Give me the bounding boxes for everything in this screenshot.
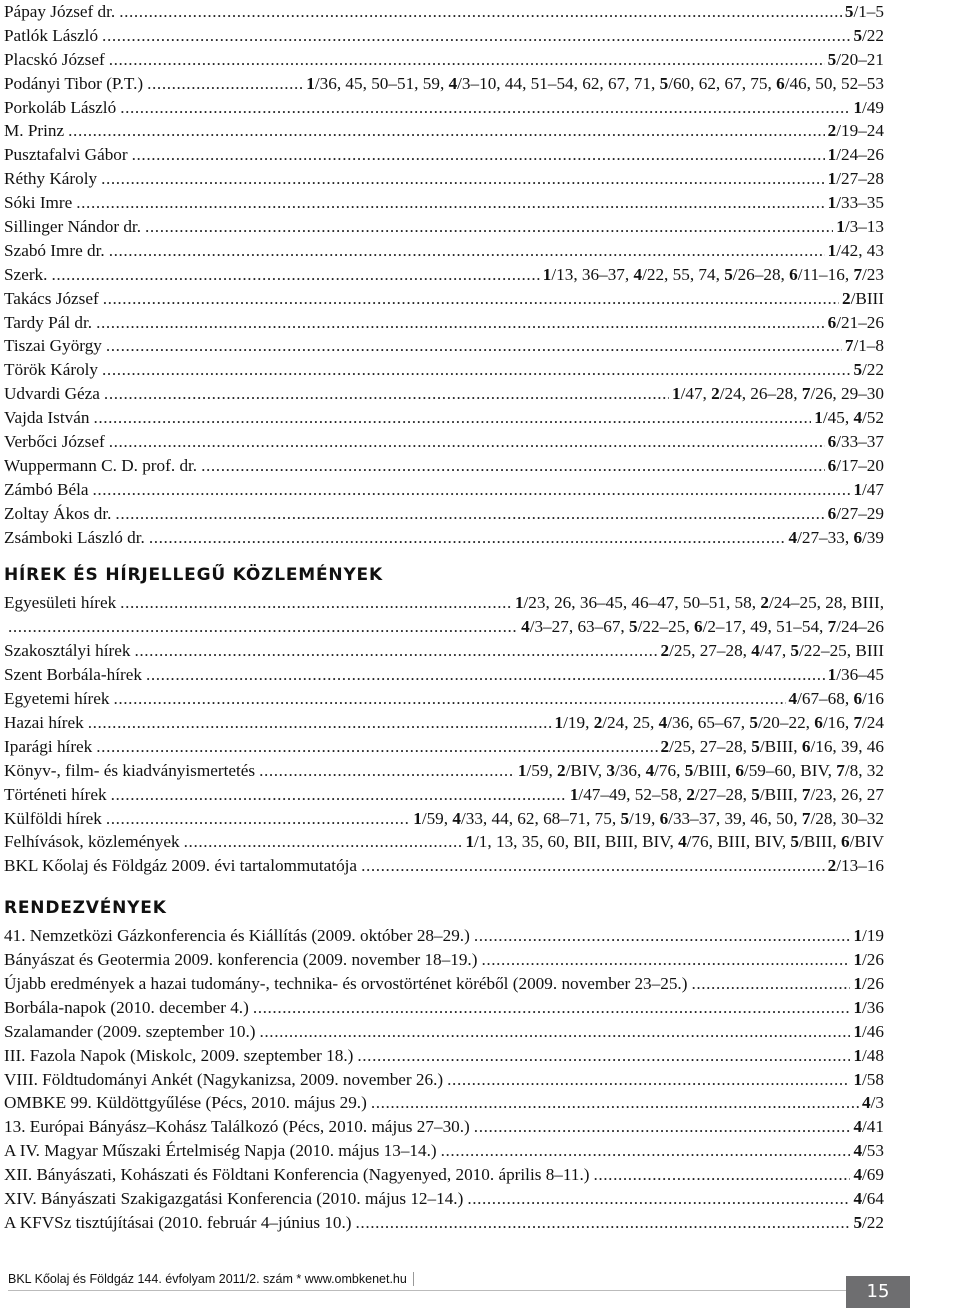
page-references: 5/1–5 <box>844 2 884 21</box>
news-entry <box>4 759 884 783</box>
dot-leader <box>109 48 825 72</box>
page-references: 1/3–13 <box>836 217 884 237</box>
page-references: 1/33–35 <box>827 193 884 213</box>
issue-number: 7 <box>836 760 845 780</box>
entry-name: Podányi Tibor (P.T.) <box>4 73 144 93</box>
dot-leader <box>104 382 669 406</box>
page-references: 2/13–16 <box>827 856 884 876</box>
page-references: 4/41 <box>853 1117 884 1137</box>
entry-name: Szabó Imre dr. <box>4 240 105 260</box>
issue-number: 4 <box>853 1141 863 1161</box>
issue-number: 5 <box>629 617 638 637</box>
entry-name: Réthy Károly <box>4 169 98 189</box>
page-references: 1/47–49, 52–58, 2/27–28, 5/BIII, 7/23, 26, 27 <box>569 784 884 804</box>
entry-name: VIII. Földtudományi Ankét (Nagykanizsa, 2009. november 26.) <box>4 1069 444 1089</box>
issue-number: 1 <box>827 240 837 260</box>
page-references: 5/22 <box>853 360 884 380</box>
page-references: 2/19–24 <box>827 121 884 141</box>
entry-name: 41. Nemzetközi Gázkonferencia és Kiállítás (2009. október 28–29.) <box>4 926 470 946</box>
issue-number: 1 <box>814 408 823 428</box>
issue-number: 1 <box>853 1069 863 1089</box>
issue-number: 1 <box>853 926 863 946</box>
issue-number: 5 <box>659 73 669 93</box>
issue-number: 4 <box>521 617 530 637</box>
entry-name: Tardy Pál dr. <box>4 312 93 332</box>
issue-number: 7 <box>801 784 811 804</box>
dot-leader <box>119 0 842 24</box>
page-references: 1/46 <box>853 1021 884 1041</box>
entry-name: Szakosztályi hírek <box>4 641 131 661</box>
author-entry <box>4 478 884 502</box>
page-references: 1/58 <box>853 1069 884 1089</box>
author-entry <box>4 143 884 167</box>
page-references: 7/1–8 <box>844 336 884 356</box>
page-number-badge: 15 <box>846 1276 910 1308</box>
page-references: 1/36, 45, 50–51, 59, 4/3–10, 44, 51–54, 62, 67, 71, 5/60, 62, 67, 75, 6/46, 50, 52–53 <box>306 73 884 93</box>
page-references: 1/42, 43 <box>827 240 884 260</box>
dot-leader <box>149 526 786 550</box>
news-entry <box>4 711 884 735</box>
news-section-title: HÍREK ÉS HÍRJELLEGŰ KÖZLEMÉNYEK <box>4 565 383 586</box>
news-entry <box>4 735 884 759</box>
page-references: 1/19, 2/24, 25, 4/36, 65–67, 5/20–22, 6/16, 7/24 <box>554 712 884 732</box>
page-footer <box>0 1270 960 1308</box>
event-entry <box>4 1115 884 1139</box>
author-entry <box>4 334 884 358</box>
page-references: 5/22 <box>853 25 884 45</box>
issue-number: 2 <box>660 641 670 661</box>
news-entry <box>4 783 884 807</box>
author-entry <box>4 358 884 382</box>
dot-leader <box>113 687 785 711</box>
page-references: 6/33–37 <box>827 432 884 452</box>
dot-leader <box>109 239 825 263</box>
issue-number: 1 <box>827 665 837 685</box>
issue-number: 1 <box>514 593 524 613</box>
dot-leader <box>106 807 410 831</box>
entry-name: Külföldi hírek <box>4 808 102 828</box>
entry-name: Borbála-napok (2010. december 4.) <box>4 997 249 1017</box>
page-references: 4/3 <box>862 1093 884 1113</box>
author-entry <box>4 167 884 191</box>
event-entry <box>4 972 884 996</box>
issue-number: 7 <box>827 617 837 637</box>
issue-number: 6 <box>776 73 785 93</box>
issue-number: 7 <box>844 336 854 356</box>
news-entry <box>4 663 884 687</box>
event-entry <box>4 1068 884 1092</box>
dot-leader <box>76 191 824 215</box>
issue-number: 4 <box>853 408 863 428</box>
issue-number: 1 <box>517 760 527 780</box>
event-entry <box>4 1139 884 1163</box>
entry-name: Török Károly <box>4 360 99 380</box>
entry-name: Történeti hírek <box>4 784 107 804</box>
entry-name: Sillinger Nándor dr. <box>4 217 142 237</box>
entry-name: III. Fazola Napok (Miskolc, 2009. szeptember 18.) <box>4 1045 354 1065</box>
entry-name: Könyv-, film- és kiadványismertetés <box>4 760 256 780</box>
entry-name: Placskó József <box>4 49 105 69</box>
page-references: 1/23, 26, 36–45, 46–47, 50–51, 58, 2/24–25, 28, BIII, <box>514 593 884 613</box>
entry-name: XII. Bányászati, Kohászati és Földtani Konferencia (Nagyenyed, 2010. április 8–11.) <box>4 1165 590 1185</box>
issue-number: 6 <box>827 432 837 452</box>
entry-name: Zoltay Ákos dr. <box>4 503 112 523</box>
page-references: 5/22 <box>853 1212 884 1232</box>
issue-number: 1 <box>853 950 863 970</box>
dot-leader <box>184 830 463 854</box>
page-references: 1/45, 4/52 <box>814 408 884 428</box>
dot-leader <box>96 735 657 759</box>
issue-number: 5 <box>684 760 694 780</box>
issue-number: 1 <box>569 784 579 804</box>
entry-name: XIV. Bányászati Szakigazgatási Konferencia (2010. május 12–14.) <box>4 1188 464 1208</box>
dot-leader <box>145 215 833 239</box>
dot-leader <box>447 1068 850 1092</box>
dot-leader <box>106 334 842 358</box>
page-references: 6/21–26 <box>827 312 884 332</box>
news-index-list <box>4 591 884 878</box>
dot-leader <box>371 1091 859 1115</box>
author-entry <box>4 454 884 478</box>
page-references: 1/19 <box>853 926 884 946</box>
event-entry <box>4 948 884 972</box>
news-entry <box>4 830 884 854</box>
issue-number: 5 <box>749 712 758 732</box>
entry-name: 13. Európai Bányász–Kohász Találkozó (Pécs, 2010. május 27–30.) <box>4 1117 470 1137</box>
dot-leader <box>120 591 512 615</box>
issue-number: 4 <box>658 712 668 732</box>
author-entry <box>4 96 884 120</box>
issue-number: 6 <box>789 264 798 284</box>
author-entry <box>4 382 884 406</box>
issue-number: 1 <box>836 217 845 237</box>
page-references: 1/26 <box>853 950 884 970</box>
issue-number: 6 <box>827 503 837 523</box>
issue-number: 5 <box>790 832 800 852</box>
issue-number: 4 <box>788 689 798 709</box>
issue-number: 4 <box>448 73 458 93</box>
issue-number: 6 <box>693 617 703 637</box>
entry-name: Sóki Imre <box>4 193 73 213</box>
dot-leader <box>120 96 850 120</box>
dot-leader <box>357 1044 850 1068</box>
dot-leader <box>92 478 850 502</box>
page-references: 1/1, 13, 35, 60, BII, BIII, BIV, 4/76, BIII, BIV, 5/BIII, 6/BIV <box>465 832 884 852</box>
dot-leader <box>51 263 539 287</box>
issue-number: 1 <box>853 997 863 1017</box>
author-entry <box>4 48 884 72</box>
entry-name: Zámbó Béla <box>4 479 89 499</box>
issue-number: 7 <box>853 264 863 284</box>
dot-leader <box>474 1115 851 1139</box>
issue-number: 5 <box>827 49 837 69</box>
dot-leader <box>93 406 811 430</box>
issue-number: 3 <box>606 760 615 780</box>
dot-leader <box>68 119 825 143</box>
issue-number: 2 <box>557 760 566 780</box>
dot-leader <box>467 1187 850 1211</box>
issue-number: 5 <box>853 1212 863 1232</box>
page-references: 5/20–21 <box>827 49 884 69</box>
issue-number: 6 <box>853 689 863 709</box>
issue-number: 4 <box>678 832 687 852</box>
entry-name: Pápay József dr. <box>4 2 116 21</box>
dot-leader <box>96 311 825 335</box>
issue-number: 1 <box>853 973 863 993</box>
page-references: 1/59, 4/33, 44, 62, 68–71, 75, 5/19, 6/33–37, 39, 46, 50, 7/28, 30–32 <box>413 808 884 828</box>
author-entry <box>4 526 884 550</box>
entry-name: Szent Borbála-hírek <box>4 665 142 685</box>
entry-name: Porkoláb László <box>4 97 117 117</box>
dot-leader <box>356 1211 851 1235</box>
events-index-list <box>4 924 884 1235</box>
issue-number: 2 <box>841 288 851 308</box>
issue-number: 1 <box>827 193 837 213</box>
dot-leader <box>103 287 839 311</box>
issue-number: 1 <box>413 808 422 828</box>
author-entry <box>4 502 884 526</box>
issue-number: 1 <box>542 264 552 284</box>
page-references: 6/17–20 <box>827 455 884 475</box>
page-references: 1/49 <box>853 97 884 117</box>
entry-name: Tiszai György <box>4 336 102 356</box>
entry-name: Takács József <box>4 288 99 308</box>
entry-name: M. Prinz <box>4 121 65 141</box>
issue-number: 5 <box>751 736 760 756</box>
issue-number: 4 <box>633 264 643 284</box>
footer-publication-info: BKL Kőolaj és Földgáz 144. évfolyam 2011/2. szám * www.ombkenet.hu <box>8 1272 414 1286</box>
author-entry <box>4 72 884 96</box>
news-entry <box>4 807 884 831</box>
issue-number: 7 <box>853 712 863 732</box>
event-entry <box>4 1187 884 1211</box>
entry-name: Verbőci József <box>4 432 105 452</box>
dot-leader <box>8 615 518 639</box>
issue-number: 4 <box>853 1165 863 1185</box>
dot-leader <box>259 759 515 783</box>
entry-name: Udvardi Géza <box>4 384 100 404</box>
entry-name: Wuppermann C. D. prof. dr. <box>4 455 198 475</box>
issue-number: 1 <box>827 169 837 189</box>
entry-name: Egyesületi hírek <box>4 593 117 613</box>
entry-name: Hazai hírek <box>4 712 84 732</box>
page-references: 1/24–26 <box>827 145 884 165</box>
issue-number: 1 <box>827 145 837 165</box>
page-references: 1/26 <box>853 973 884 993</box>
page-references: 2/25, 27–28, 5/BIII, 6/16, 39, 46 <box>660 736 884 756</box>
page-references: 1/59, 2/BIV, 3/36, 4/76, 5/BIII, 6/59–60, BIV, 7/8, 32 <box>517 760 884 780</box>
dot-leader <box>146 663 825 687</box>
issue-number: 4 <box>862 1093 871 1113</box>
issue-number: 1 <box>554 712 564 732</box>
dot-leader <box>474 924 851 948</box>
dot-leader <box>253 996 851 1020</box>
entry-name: Szerk. <box>4 264 48 284</box>
dot-leader <box>111 783 567 807</box>
event-entry <box>4 1044 884 1068</box>
issue-number: 6 <box>735 760 744 780</box>
author-index-list <box>4 0 884 549</box>
page-references: 4/53 <box>853 1141 884 1161</box>
dot-leader <box>88 711 552 735</box>
issue-number: 1 <box>853 1045 863 1065</box>
entry-name: Újabb eredmények a hazai tudomány-, technika- és orvostörténet köréből (2009. november 23–25.) <box>4 973 688 993</box>
entry-name: Zsámboki László dr. <box>4 527 145 547</box>
dot-leader <box>361 854 825 878</box>
entry-name: Patlók László <box>4 25 99 45</box>
issue-number: 2 <box>827 856 837 876</box>
entry-name: Egyetemi hírek <box>4 689 110 709</box>
entry-name: Bányászat és Geotermia 2009. konferencia (2009. november 18–19.) <box>4 950 478 970</box>
event-entry <box>4 1211 884 1235</box>
entry-name: Felhívások, közlemények <box>4 832 180 852</box>
dot-leader <box>134 639 657 663</box>
issue-number: 2 <box>711 384 720 404</box>
news-entry <box>4 854 884 878</box>
issue-number: 4 <box>788 527 798 547</box>
page-references: 1/36 <box>853 997 884 1017</box>
issue-number: 6 <box>841 832 850 852</box>
issue-number: 5 <box>724 264 733 284</box>
author-entry <box>4 430 884 454</box>
index-page <box>4 0 884 1235</box>
page-references: 2/BIII <box>841 288 884 308</box>
dot-leader <box>147 72 303 96</box>
author-entry <box>4 263 884 287</box>
author-entry <box>4 24 884 48</box>
event-entry <box>4 924 884 948</box>
event-entry <box>4 1091 884 1115</box>
issue-number: 1 <box>465 832 475 852</box>
event-entry <box>4 1020 884 1044</box>
entry-name: A IV. Magyar Műszaki Értelmiség Napja (2010. május 13–14.) <box>4 1141 437 1161</box>
dot-leader <box>109 430 825 454</box>
page-references: 1/47 <box>853 479 884 499</box>
page-references: 6/27–29 <box>827 503 884 523</box>
dot-leader <box>132 143 825 167</box>
issue-number: 6 <box>853 527 863 547</box>
dot-leader <box>593 1163 850 1187</box>
page-references: 4/64 <box>853 1188 884 1208</box>
page-references: 1/36–45 <box>827 665 884 685</box>
entry-name: OMBKE 99. Küldöttgyűlése (Pécs, 2010. május 29.) <box>4 1093 367 1113</box>
dot-leader <box>101 167 825 191</box>
issue-number: 4 <box>452 808 461 828</box>
issue-number: 5 <box>751 784 760 804</box>
entry-name: Pusztafalvi Gábor <box>4 145 128 165</box>
issue-number: 6 <box>801 736 811 756</box>
author-entry <box>4 287 884 311</box>
issue-number: 2 <box>686 784 695 804</box>
author-entry <box>4 119 884 143</box>
page-references: 2/25, 27–28, 4/47, 5/22–25, BIII <box>660 641 884 661</box>
issue-number: 7 <box>801 384 811 404</box>
page-references: 1/47, 2/24, 26–28, 7/26, 29–30 <box>672 384 884 404</box>
issue-number: 2 <box>760 593 769 613</box>
news-entry <box>4 639 884 663</box>
issue-number: 1 <box>853 479 863 499</box>
event-entry <box>4 996 884 1020</box>
entry-name: Vajda István <box>4 408 90 428</box>
issue-number: 5 <box>853 25 863 45</box>
issue-number: 6 <box>827 455 837 475</box>
page-references: 4/27–33, 6/39 <box>788 527 884 547</box>
author-entry <box>4 239 884 263</box>
events-section-title: RENDEZVÉNYEK <box>4 898 167 919</box>
issue-number: 6 <box>659 808 669 828</box>
issue-number: 6 <box>814 712 823 732</box>
issue-number: 4 <box>853 1188 863 1208</box>
page-references: 4/69 <box>853 1165 884 1185</box>
issue-number: 2 <box>593 712 603 732</box>
page-references: 1/48 <box>853 1045 884 1065</box>
issue-number: 5 <box>853 360 863 380</box>
author-entry <box>4 406 884 430</box>
entry-name: Iparági hírek <box>4 736 93 756</box>
news-entry <box>4 687 884 711</box>
page-references: 4/3–27, 63–67, 5/22–25, 6/2–17, 49, 51–54, 7/24–26 <box>521 617 884 637</box>
issue-number: 6 <box>827 312 837 332</box>
dot-leader <box>260 1020 851 1044</box>
page-references: 1/13, 36–37, 4/22, 55, 74, 5/26–28, 6/11–16, 7/23 <box>542 264 884 284</box>
author-entry <box>4 191 884 215</box>
issue-number: 7 <box>801 808 811 828</box>
news-entry <box>4 591 884 615</box>
dot-leader <box>201 454 825 478</box>
page-references: 1/27–28 <box>827 169 884 189</box>
dot-leader <box>102 358 850 382</box>
issue-number: 4 <box>751 641 760 661</box>
issue-number: 5 <box>620 808 630 828</box>
event-entry <box>4 1163 884 1187</box>
dot-leader <box>691 972 850 996</box>
issue-number: 2 <box>827 121 837 141</box>
dot-leader <box>481 948 850 972</box>
issue-number: 1 <box>306 73 315 93</box>
issue-number: 1 <box>853 1021 863 1041</box>
issue-number: 4 <box>645 760 655 780</box>
author-entry <box>4 311 884 335</box>
issue-number: 1 <box>853 97 863 117</box>
author-entry <box>4 215 884 239</box>
page-references: 4/67–68, 6/16 <box>788 689 884 709</box>
entry-name: BKL Kőolaj és Földgáz 2009. évi tartalommutatója <box>4 856 358 876</box>
dot-leader <box>441 1139 851 1163</box>
issue-number: 2 <box>660 736 670 756</box>
news-entry <box>4 615 884 639</box>
entry-name: A KFVSz tisztújításai (2010. február 4–június 10.) <box>4 1212 352 1232</box>
dot-leader <box>102 24 850 48</box>
issue-number: 5 <box>790 641 800 661</box>
author-entry <box>4 0 884 24</box>
footer-rule <box>8 1290 893 1291</box>
issue-number: 1 <box>672 384 681 404</box>
issue-number: 5 <box>844 2 854 21</box>
issue-number: 4 <box>853 1117 863 1137</box>
dot-leader <box>115 502 824 526</box>
entry-name: Szalamander (2009. szeptember 10.) <box>4 1021 256 1041</box>
